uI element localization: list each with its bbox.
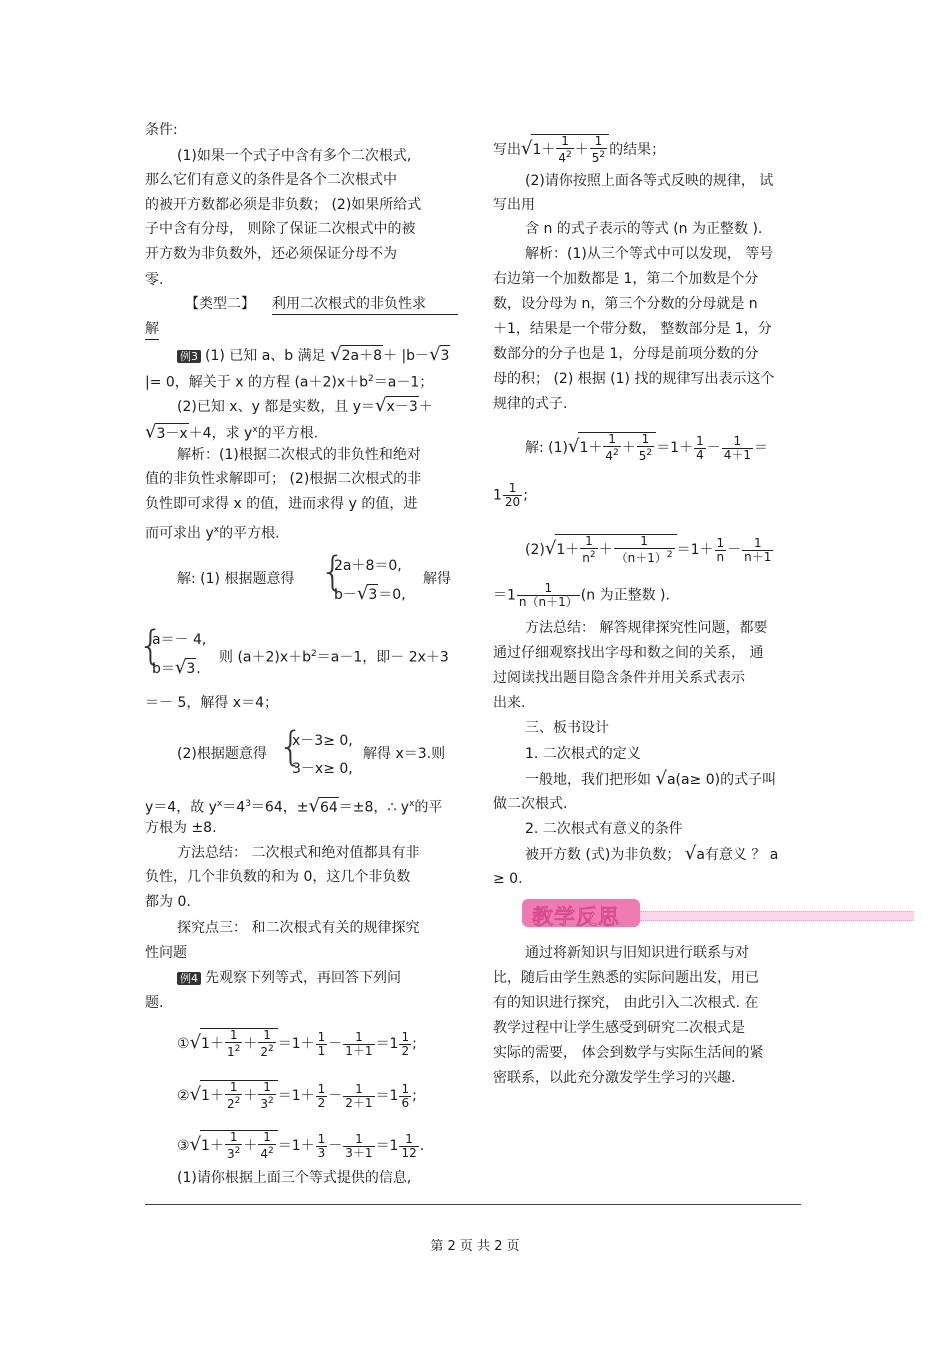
method-line: 通过仔细观察找出字母和数之间的关系， 通 xyxy=(493,645,764,661)
solution-label: 解: (1) 根据题意得 xyxy=(177,571,295,587)
text-line: 那么它们有意义的条件是各个二次根式中 xyxy=(145,172,397,188)
solution-equation-1: 解: (1)√1＋ $\frac{1}{4^2}$ ＋ $\frac{1}{5^2}$ ＝1＋ $\frac{1}{4}$ － $\frac{1}{4+1}$ ＝ xyxy=(525,432,768,463)
solution-result-2: ＝1 $\frac{1}{n(n+1)}$ (n 为正整数 ). xyxy=(493,581,670,609)
text-line: 方根为 ±8. xyxy=(145,820,217,836)
example-badge: 例4 xyxy=(177,972,201,985)
type-label: 【类型二】 xyxy=(185,296,255,312)
explore-line: 探究点三： 和二次根式有关的规律探究 xyxy=(177,920,420,936)
reflection-line: 比，随后由学生熟悉的实际问题出发，用已 xyxy=(493,970,759,986)
example-3-line4: √3－x＋4，求 $y^x$的平方根. xyxy=(145,421,319,443)
analysis-line: 数，设分母为 n，第三个分数的分母就是 n xyxy=(493,296,758,312)
equation: 3－x≥ 0, xyxy=(292,761,353,777)
analysis-line: 负性即可求得 x 的值，进而求得 y 的值，进 xyxy=(145,496,418,512)
reflection-line: 教学过程中让学生感受到研究二次根式是 xyxy=(493,1020,745,1036)
equation: a＝－ 4, xyxy=(152,632,207,648)
method-line: 负性，几个非负数的和为 0，这几个非负数 xyxy=(145,869,411,885)
reflection-line: 密联系，以此充分激发学生学习的兴趣. xyxy=(493,1070,736,1086)
analysis-line: 解析：(1)根据二次根式的非负性和绝对 xyxy=(177,447,421,463)
text-line: 解得 xyxy=(423,571,451,587)
equation-3: ③√1＋ $\frac{1}{3^2}$ ＋ $\frac{1}{4^2}$ ＝1＋ $\frac{1}{3}$ － $\frac{1}{3+1}$ ＝1 $\frac{1}{12}$ . xyxy=(177,1130,425,1161)
equation: 2a＋8＝0, xyxy=(334,558,402,574)
text-line: 条件: xyxy=(145,122,178,138)
text-line: 开方数为非负数外，还必须保证分母不为 xyxy=(145,246,397,262)
text-line: 子中含有分母， 则除了保证二次根式中的被 xyxy=(145,221,416,237)
method-line: 都为 0. xyxy=(145,894,191,910)
type-title: 利用二次根式的非负性求 xyxy=(272,294,458,315)
text-line: (2)根据题意得 xyxy=(177,746,267,762)
brace: { xyxy=(138,623,164,669)
page-footer: 第 2 页 共 2 页 xyxy=(430,1239,520,1254)
method-line: 方法总结： 二次根式和绝对值都具有非 xyxy=(177,845,420,861)
analysis-line: ＋1，结果是一个带分数， 整数部分是 1，分 xyxy=(493,321,772,337)
banner-pill xyxy=(522,899,640,927)
text-line: ＝－ 5，解得 x＝4； xyxy=(145,695,278,711)
text-line: 零. xyxy=(145,272,164,288)
text-line: 的被开方数都必须是非负数； (2)如果所给式 xyxy=(145,197,422,213)
text-line: 1. 二次根式的定义 xyxy=(525,746,641,762)
method-line: 出来. xyxy=(493,695,526,711)
example-badge: 例3 xyxy=(177,350,201,363)
text-line: 则 $(a+2)x+b^2=a-1$，即－ 2x＋3 xyxy=(219,649,449,666)
example-3-line1: 例3 (1) 已知 a、b 满足 √2a＋8＋ |b－√3 xyxy=(177,345,450,366)
brace: { xyxy=(320,549,346,595)
analysis-line: 数部分的分子也是 1，分母是前项分数的分 xyxy=(493,346,759,362)
reflection-line: 通过将新知识与旧知识进行联系与对 xyxy=(525,945,749,961)
reflection-line: 有的知识进行探究， 由此引入二次根式. 在 xyxy=(493,995,759,1011)
text-line: 写出√1＋ $\frac{1}{4^2}$ ＋ $\frac{1}{5^2}$ 的结果； xyxy=(493,134,666,165)
method-line: 过阅读找出题目隐含条件并用关系式表示 xyxy=(493,670,745,686)
example-4-line: 例4 先观察下列等式，再回答下列问 xyxy=(177,968,401,988)
text-line: ≥ 0. xyxy=(493,871,523,887)
footer-divider xyxy=(145,1204,801,1205)
text-line: (2)请你按照上面各等式反映的规律， 试 xyxy=(525,173,774,189)
analysis-line: 规律的式子. xyxy=(493,396,568,412)
section-heading: 三、板书设计 xyxy=(525,720,609,736)
reflection-line: 实际的需要， 体会到数学与实际生活间的紧 xyxy=(493,1045,764,1061)
example-3-line2: |= 0，解关于 x 的方程 $(a+2)x+b^2=a-1$； xyxy=(145,374,434,391)
reflection-banner xyxy=(522,897,914,929)
text-line: 2. 二次根式有意义的条件 xyxy=(525,821,683,837)
equation-1: ①√1＋ $\frac{1}{1^2}$ ＋ $\frac{1}{2^2}$ ＝1＋ $\frac{1}{1}$ － $\frac{1}{1+1}$ ＝1 $\frac{1}{2}$ ; xyxy=(177,1028,417,1059)
solution-result-1: 1 $\frac{1}{20}$ ; xyxy=(493,481,528,509)
banner-dotted-strip xyxy=(640,911,914,921)
analysis-line: 母的积； (2) 根据 (1) 找的规律写出表示这个 xyxy=(493,371,775,387)
text-line: 写出用 xyxy=(493,197,535,213)
explore-line: 性问题 xyxy=(145,945,187,961)
banner-title: 教学反思 xyxy=(532,905,620,929)
text-line: (1)如果一个式子中含有多个二次根式, xyxy=(177,148,412,164)
analysis-line: 而可求出 $y^x$的平方根. xyxy=(145,525,280,542)
text-line: 被开方数 (式)为非负数； √a有意义 ？ a xyxy=(525,843,779,864)
text-line: 一般地，我们把形如 √a(a≥ 0)的式子叫 xyxy=(525,768,777,789)
type-title-cont: 解 xyxy=(145,319,159,340)
example-4-line: 题. xyxy=(145,995,164,1011)
text-line: y＝4，故 $y^x=4^3=64$，±√64＝±8，∴ $y^x$的平 xyxy=(145,795,443,817)
example-3-line3: (2)已知 x、y 都是实数，且 y＝√x－3＋ xyxy=(177,395,433,416)
text-line: 含 n 的式子表示的等式 (n 为正整数 ). xyxy=(525,221,763,237)
equation: x－3≥ 0, xyxy=(292,733,353,749)
brace: { xyxy=(278,724,304,770)
text-line: 做二次根式. xyxy=(493,796,568,812)
analysis-line: 值的非负性求解即可； (2)根据二次根式的非 xyxy=(145,471,422,487)
solution-equation-2: (2)√1＋ $\frac{1}{n^2}$ ＋ $\frac{1}{(n+1)^2}$ ＝1＋ $\frac{1}{n}$ － $\frac{1}{n+1}$ xyxy=(525,534,772,565)
question-line: (1)请你根据上面三个等式提供的信息, xyxy=(177,1170,412,1186)
equation-2: ②√1＋ $\frac{1}{2^2}$ ＋ $\frac{1}{3^2}$ ＝1＋ $\frac{1}{2}$ － $\frac{1}{2+1}$ ＝1 $\frac{1}{6}$ ; xyxy=(177,1080,417,1111)
analysis-line: 右边第一个加数都是 1，第二个加数是个分 xyxy=(493,271,759,287)
text-line: 解得 x＝3.则 xyxy=(363,746,446,762)
method-line: 方法总结： 解答规律探究性问题，都要 xyxy=(525,620,768,636)
equation: b－√3＝0, xyxy=(334,583,406,604)
equation: b＝√3. xyxy=(152,657,201,678)
analysis-line: 解析：(1)从三个等式中可以发现， 等号 xyxy=(525,246,774,262)
